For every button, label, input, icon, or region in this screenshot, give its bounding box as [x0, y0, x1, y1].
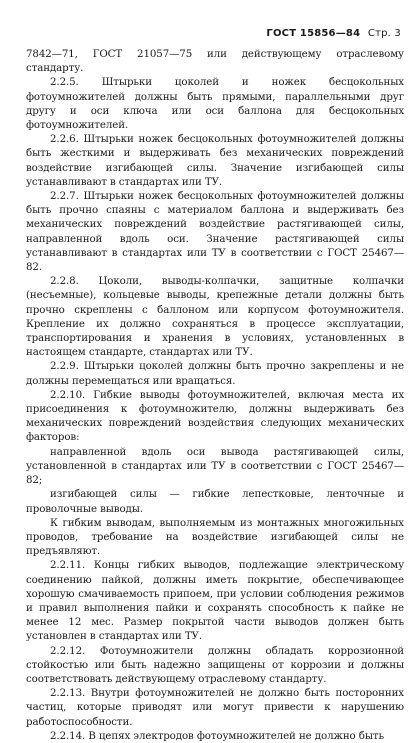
paragraph: 2.2.9. Штырьки цоколей должны быть прочно закреплены и не должны перемещаться или вращаться. — [26, 360, 404, 387]
paragraph: 2.2.14. В цепях электродов фотоумножителей не должно быть — [50, 729, 384, 742]
paragraph: 2.2.12. Фотоумножители должны обладать коррозионной стойкостью или быть надежно защищены от коррозии и должны соответствовать действующему отраслевому стандарту. — [26, 644, 404, 685]
paragraph: К гибким выводам, выполняемым из монтажных многожильных проводов, требование на воздействие изгибающей силы не предъявляют. — [26, 516, 404, 558]
page-header — [266, 28, 401, 39]
paragraph: 2.2.7. Штырьки ножек бесцокольных фотоумножителей должны быть прочно спаяны с материалом баллона и выдерживать без механических повреждений воздействие растягивающей силы, направленной вдоль оси. Значение растягивающей силы устанавливают в стандартах или ТУ в соответствии с ГОСТ 25467—82. — [26, 190, 404, 274]
paragraph: 2.2.13. Внутри фотоумножителей не должно быть посторонних частиц, которые приводят или могут привести к нарушению работоспособности. — [26, 687, 404, 728]
standard-number: ГОСТ 15856—84 — [266, 28, 361, 39]
paragraph: 2.2.6. Штырьки ножек бесцокольных фотоумножителей должны быть жесткими и выдерживать без механических повреждений воздействие изгибающей силы. Значение изгибающей силы устанавливают в стандартах или ТУ. — [26, 133, 404, 188]
page-number: Стр. 3 — [367, 28, 401, 39]
paragraph: 2.2.10. Гибкие выводы фотоумножителей, включая места их присоединения к фотоумножителю, должны выдерживать без механических повреждений воздействия следующих механических факторов: — [26, 388, 404, 444]
paragraph: 7842—71, ГОСТ 21057—75 или действующему отраслевому стандарту. — [26, 48, 404, 75]
paragraph: направленной вдоль оси вывода растягивающей силы, установленной в стандартах или ТУ в соответствии с ГОСТ 25467—82; — [26, 445, 404, 487]
paragraph: 2.2.11. Концы гибких выводов, подлежащие электрическому соединению пайкой, должны иметь покрытие, обеспечивающее хорошую смачиваемость припоем, при условии соблюдения режимов и правил выполнения пайки и сохранять способность к пайке не менее 12 мес. Размер покрытой части выводов должен быть установлен в стандартах или ТУ. — [26, 559, 404, 643]
paragraph: 2.2.8. Цоколи, выводы-колпачки, защитные колпачки (несъемные), кольцевые выводы, крепежные детали должны быть прочно скреплены с баллоном или корпусом фотоумножителя. Крепление их должно сохраняться в процессе эксплуатации, транспортирования и хранения в условиях, установленных в настоящем стандарте, стандартах или ТУ. — [26, 275, 404, 359]
paragraph: изгибающей силы — гибкие лепестковые, ленточные и проволочные выводы. — [26, 488, 404, 515]
paragraph: 2.2.5. Штырьки цоколей и ножек бесцокольных фотоумножителей должны быть прямыми, параллельными друг другу и оси ключа или оси баллона для бесцокольных фотоумножителей. — [26, 76, 404, 132]
